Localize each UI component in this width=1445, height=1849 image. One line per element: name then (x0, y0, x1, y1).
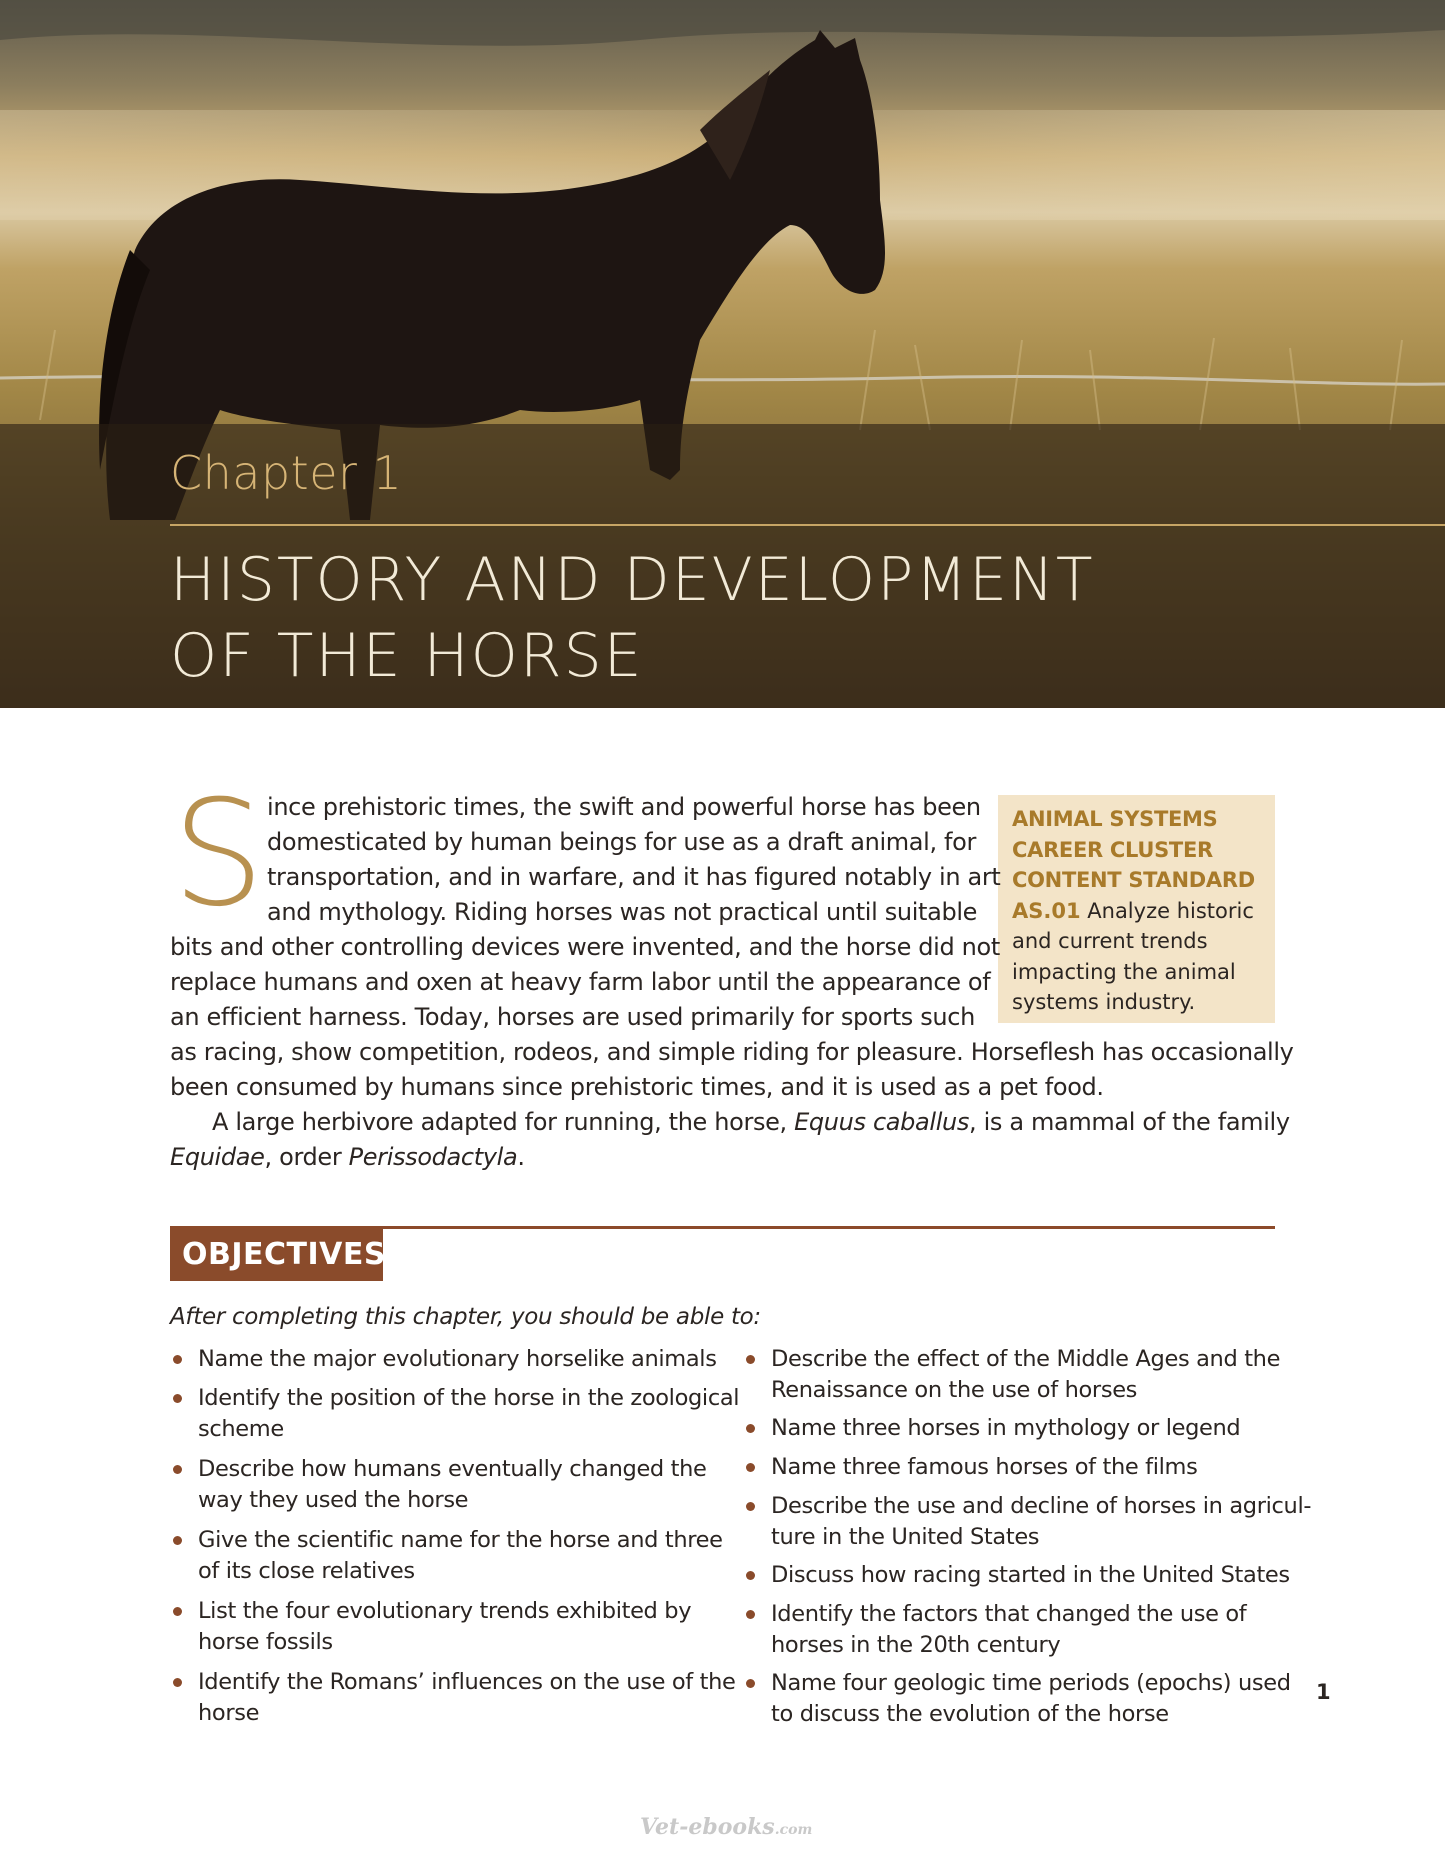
chapter-title-line: HISTORY AND DEVELOPMENT (170, 545, 1095, 615)
objective-text: horse fossils (198, 1628, 333, 1655)
drop-cap: S (172, 769, 265, 939)
objective-item (771, 1599, 1246, 1660)
objective-text: List the four evolutionary trends exhibited by (198, 1598, 692, 1624)
intro-line: as racing, show competition, rodeos, and simple riding for pleasure. Horseflesh has occasionally (170, 1038, 1294, 1066)
objective-text: Name three horses in mythology or legend (771, 1415, 1241, 1441)
objective-text: Give the scientific name for the horse and three (198, 1527, 723, 1553)
order-name: Perissodactyla (348, 1143, 518, 1171)
page-number: 1 (1316, 1680, 1331, 1704)
objective-text: Identify the factors that changed the use of (771, 1601, 1247, 1627)
intro-line: ince prehistoric times, the swift and powerful horse has been (267, 793, 981, 821)
title-divider (170, 524, 1445, 526)
objective-item (198, 1596, 691, 1657)
objective-item (771, 1413, 1240, 1444)
objective-text: Describe how humans eventually changed the (198, 1456, 707, 1482)
text-run: , is a mammal of the family (969, 1108, 1290, 1136)
objective-text: Describe the use and decline of horses in agricul- (771, 1493, 1312, 1519)
text-run: , order (264, 1143, 349, 1171)
objective-text: scheme (198, 1415, 284, 1442)
bullet-icon (746, 1679, 755, 1688)
objective-text: Discuss how racing started in the United States (771, 1562, 1290, 1588)
scientific-name: Equus caballus (794, 1108, 970, 1136)
family-name: Equidae (170, 1143, 265, 1171)
bullet-icon (173, 1355, 182, 1364)
objective-item (198, 1344, 717, 1375)
intro-line: bits and other controlling devices were invented, and the horse did not (170, 933, 1000, 961)
text-run: . (517, 1143, 525, 1171)
objective-text: of its close relatives (198, 1557, 415, 1584)
objective-item (198, 1525, 723, 1586)
intro-line: an efficient harness. Today, horses are used primarily for sports such (170, 1003, 975, 1031)
objective-text: Describe the effect of the Middle Ages and the (771, 1346, 1281, 1372)
chapter-hero (0, 0, 1445, 708)
bullet-icon (746, 1502, 755, 1511)
objective-item (198, 1667, 736, 1728)
standard-text-line (1012, 896, 1259, 927)
objective-item (771, 1452, 1197, 1483)
intro-line: replace humans and oxen at heavy farm labor until the appearance of (170, 968, 991, 996)
objective-item (771, 1344, 1280, 1405)
objective-text: to discuss the evolution of the horse (771, 1700, 1169, 1727)
intro-line: been consumed by humans since prehistoric times, and it is used as a pet food. (170, 1073, 1104, 1101)
objective-text: Identify the Romans’ influences on the use of the (198, 1669, 736, 1695)
objectives-heading: OBJECTIVES (170, 1229, 383, 1281)
bullet-icon (173, 1536, 182, 1545)
objective-item (198, 1454, 707, 1515)
standard-heading: ANIMAL SYSTEMS (1012, 807, 1218, 831)
objective-text: Identify the position of the horse in the zoological (198, 1385, 740, 1411)
standard-text-line: impacting the animal (1012, 959, 1236, 984)
objective-text: horse (198, 1699, 260, 1726)
bullet-icon (746, 1610, 755, 1619)
intro-line (170, 1140, 525, 1175)
intro-line: and mythology. Riding horses was not practical until suitable (267, 898, 978, 926)
watermark-text: Vet-ebooks (640, 1814, 775, 1840)
bullet-icon (173, 1465, 182, 1474)
bullet-icon (173, 1394, 182, 1403)
objective-text: Name four geologic time periods (epochs) used (771, 1670, 1291, 1696)
objective-item (771, 1491, 1311, 1552)
intro-line: transportation, and in warfare, and it has figured notably in art (267, 863, 1001, 891)
objective-text: ture in the United States (771, 1523, 1040, 1550)
bullet-icon (746, 1424, 755, 1433)
intro-line (212, 1105, 1290, 1140)
standard-text-line: and current trends (1012, 929, 1208, 953)
objectives-intro: After completing this chapter, you should be able to: (170, 1304, 761, 1330)
standard-text-line: systems industry. (1012, 990, 1196, 1014)
intro-line: domesticated by human beings for use as a draft animal, for (267, 828, 976, 856)
objective-text: Name three famous horses of the films (771, 1454, 1198, 1480)
chapter-label: Chapter 1 (170, 446, 403, 500)
objective-text: way they used the horse (198, 1486, 469, 1513)
objective-text: Renaissance on the use of horses (771, 1376, 1138, 1403)
bullet-icon (746, 1463, 755, 1472)
objective-item (198, 1383, 739, 1444)
bullet-icon (746, 1571, 755, 1580)
standard-code: AS.01 (1012, 898, 1081, 923)
chapter-title (170, 542, 1095, 694)
objective-text: Name the major evolutionary horselike animals (198, 1346, 717, 1372)
objective-text: horses in the 20th century (771, 1631, 1061, 1658)
standard-heading: CONTENT STANDARD (1012, 868, 1255, 892)
objective-item (771, 1668, 1291, 1729)
objective-item (771, 1560, 1290, 1591)
bullet-icon (173, 1607, 182, 1616)
bullet-icon (173, 1678, 182, 1687)
watermark-suffix: .com (774, 1822, 813, 1838)
standard-heading: CAREER CLUSTER (1012, 837, 1213, 862)
bullet-icon (746, 1355, 755, 1364)
content-standard-box (998, 795, 1275, 1023)
watermark (640, 1814, 812, 1840)
standard-text: Analyze historic (1087, 898, 1254, 923)
chapter-title-line: OF THE HORSE (170, 621, 644, 691)
text-run: A large herbivore adapted for running, the horse, (212, 1108, 795, 1136)
